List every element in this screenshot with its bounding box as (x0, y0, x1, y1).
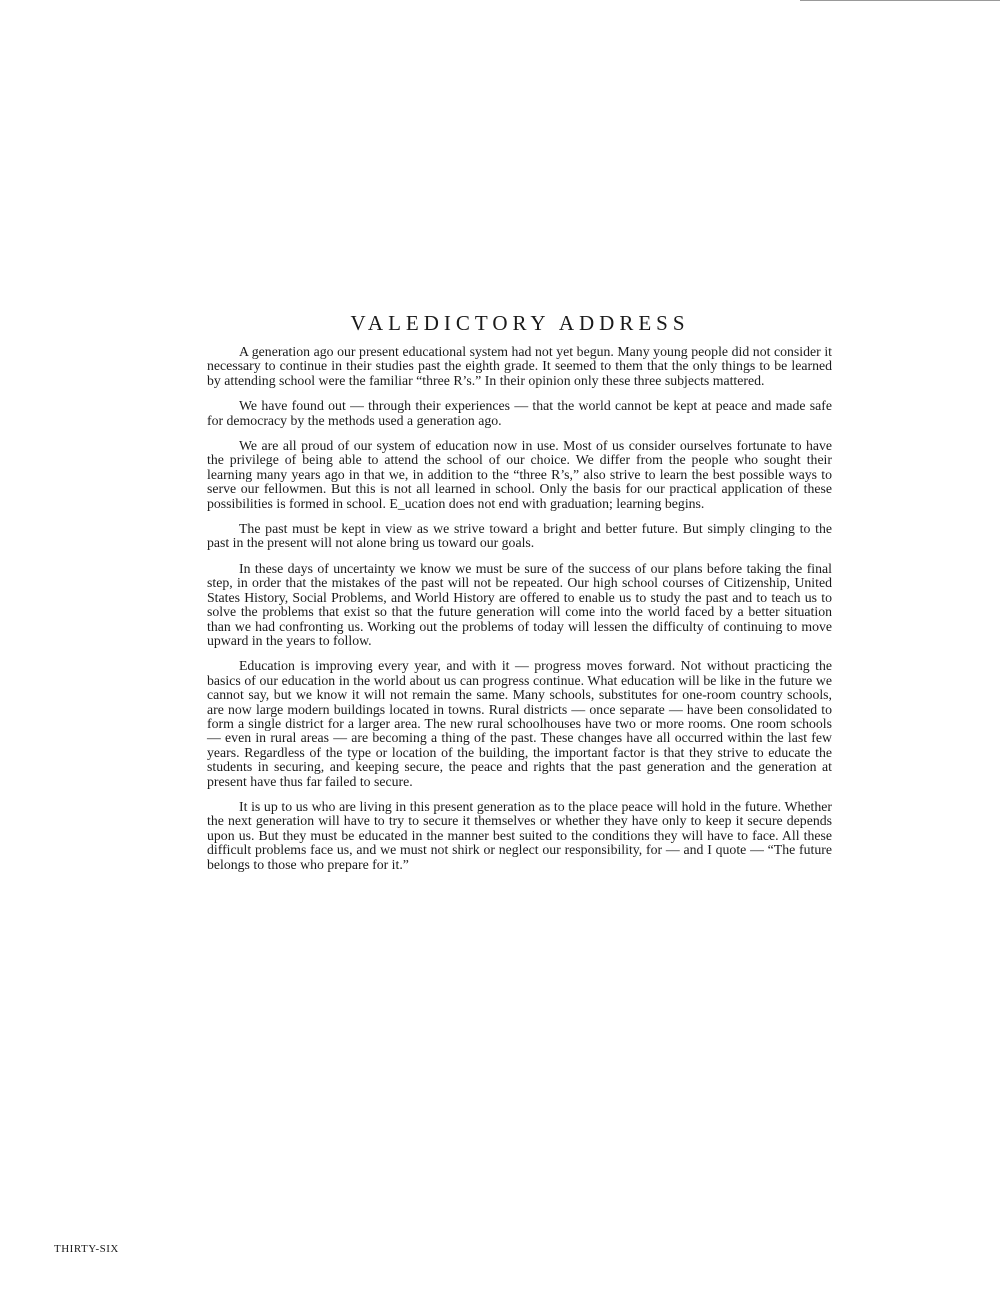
paragraph-1: A generation ago our present educational system had not yet begun. Many young people did not consider it necessary to continue in their studies past the eighth grade. It seemed to them that the only things to be learned by attending school were the familiar “three R’s.” In their opinion only these three subjects mattered. (207, 344, 832, 388)
page-title: VALEDICTORY ADDRESS (350, 311, 690, 335)
address-body (207, 345, 832, 883)
paragraph-3: We are all proud of our system of education now in use. Most of us consider ourselves fortunate to have the privilege of being able to attend the school of our choice. We differ from the people who sought their learning many years ago in that we, in addition to the “three R’s,” also strive to learn the best possible ways to serve our fellowmen. But this is not all learned in school. Only the basis for our practical application of these possibilities is formed in school. E_ucation does not end with graduation; learning begins. (207, 438, 832, 511)
paragraph-2: We have found out — through their experiences — that the world cannot be kept at peace and made safe for democracy by the methods used a generation ago. (207, 398, 832, 428)
top-edge-rule (800, 0, 1000, 1)
page-number-footer: THIRTY-SIX (54, 1243, 119, 1255)
paragraph-7: It is up to us who are living in this present generation as to the place peace will hold in the future. Whether the next generation will have to try to secure it themselves or whether they have only to keep it secure depends upon us. But they must be educated in the manner best suited to the conditions they will have to face. All these difficult problems face us, and we must not shirk or neglect our responsibility, for — and I quote — “The future belongs to those who prepare for it.” (207, 798, 832, 872)
paragraph-4: The past must be kept in view as we strive toward a bright and better future. But simply clinging to the past in the present will not alone bring us toward our goals. (207, 521, 832, 551)
paragraph-6: Education is improving every year, and with it — progress moves forward. Not without practicing the basics of our education in the world about us can progress continue. What education will be like in the future we cannot say, but we know it will not remain the same. Many schools, substitutes for one-room country schools, are now large modern buildings located in towns. Rural districts — once separate — have been consolidated to form a single district for a larger area. The new rural schoolhouses have two or more rooms. One room schools — even in rural areas — are becoming a thing of the past. These changes have all occurred within the last few years. Regardless of the type or location of the building, the important factor is that they strive to educate the students in securing, and keeping secure, the peace and rights that the past generation and the generation at present have thus far failed to secure. (207, 658, 832, 789)
paragraph-5: In these days of uncertainty we know we must be sure of the success of our plans before taking the final step, in order that the mistakes of the past will not be repeated. Our high school courses of Citizenship, United States History, Social Problems, and World History are offered to enable us to study the past and to teach us to solve the problems that exist so that the future generation will come into the world faced by a better situation than we had confronting us. Working out the problems of today will lessen the difficulty of continuing to move upward in the years to follow. (207, 560, 832, 648)
